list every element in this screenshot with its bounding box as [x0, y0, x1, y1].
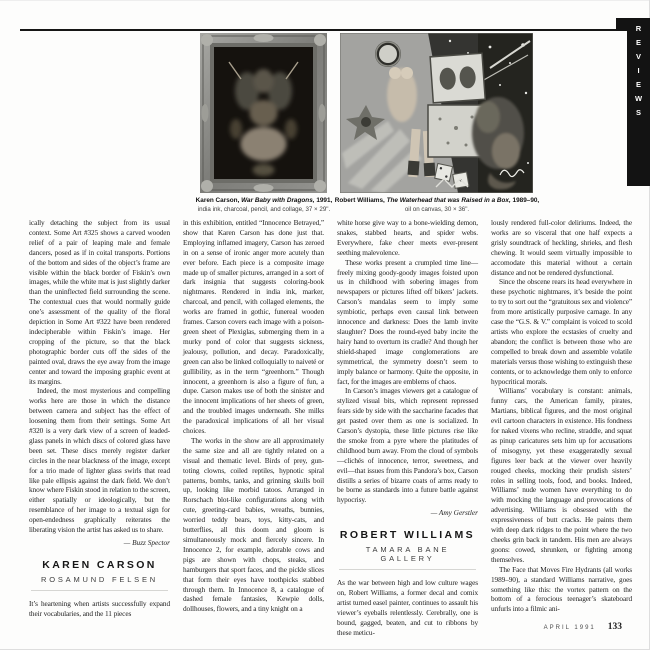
- caption-year: 1991,: [316, 197, 333, 204]
- caption-title-line: [328, 197, 546, 205]
- paragraph: It’s heartening when artists successfully expand their vocabularies, and the 11 pieces: [29, 599, 170, 618]
- paragraph: In Carson’s images viewers get a catalogue of stylized visual bits, which represent repressed fears side by side with the saccharine facades that get pasted over them as one is socialized. In Carson’s dystopia, these little pictures rise like the smoke from a pyre where the platitudes of childhood burn away. From the cloud of symbols—clichés of innocence, terror, sweetness, and evil—that issues from this Pandora’s box, Carson distills a series of bizarre coats of arms ready to be borne as standards into a future battle against hypocrisy.: [337, 386, 478, 505]
- figure-caption-robert-williams: [328, 197, 546, 214]
- column-4: [491, 218, 632, 638]
- caption-artist: Robert Williams,: [334, 197, 385, 204]
- caption-title-line: [188, 197, 340, 205]
- robert-williams-artwork-image: [340, 33, 533, 193]
- paragraph: Indeed, the most mysterious and compelling works here are those in which the distance between camera and subject has the effect of loosening them from their settings. Some Art #320 is a very dark view of a screen of leaded-glass panels in which discs of colored glass have been set. These discs merely register darker circles in the near blackness of the image, except for a trio made of lighter glass swirls that read like pale ellipsis against the dark field. We don’t know where Fiskin stood in relation to the screen, either spatially or ideologically, but the resemblance of her image to a textual sign for open-endedness graphically reiterates the liberating vision the artist has asked us to share.: [29, 386, 170, 535]
- paragraph: in this exhibition, entitled “Innocence Betrayed,” show that Karen Carson has done just that. Employing inflamed imagery, Carson has zeroed in on a sense of ironic anger more acutely than ever before. Each piece is a composite image made up of smaller pictures, arranged in a sort of dark insignia that suggests coloring-book nightmares. Rendered in india ink, marker, charcoal, and pencil, with collaged elements, the works are framed in gothic, funereal wooden frames. Carson covers each image with a poison-green sheet of Plexiglas, submerging them in a murky pond of color that suggests sickness, jealousy, pollution, and decay. Paradoxically, green can also be linked colloquially to naiveté or gullibility, as in the term “greenhorn.” Though innocent, a greenhorn is also a figure of fun, a dupe. Carson makes use of both the sinister and the innocent implications of her sheets of green, and the troubled images underneath. She milks the paradoxical implications of all her visual choices.: [183, 218, 324, 436]
- framed-painting-graphic: [200, 33, 327, 193]
- column-1: [29, 218, 170, 638]
- paragraph: Williams’ vocabulary is constant: animals, funny cars, the American family, pirates, Martians, biblical figures, and the most original evil cartoon characters in existence. His fondness for naked vixens who recline, straddle, and squat as pinup caricatures sets him up for accusations of misogyny, yet these exaggeratedly sexual figures leer back at the viewer over heavily rouged cheeks, mocking their prudish sisters’ roles in selling tools, food, and books. Indeed, Williams’ nude women have everything to do with mocking the language and provocations of advertising. Williams is obsessed with the expressiveness of butt cracks. He paints them with deep dark ridges to the point where the two cheeks grin back in tandem. His men are always goons: cowed, shrunken, or fighting among themselves.: [491, 386, 632, 564]
- artist-name: ROBERT WILLIAMS: [339, 529, 476, 542]
- paragraph: ically detaching the subject from its usual context. Some Art #325 shows a carved wooden relief of a pair of leaping male and female dancers, posed as if in coital transports. Portions of the bottom and sides of the object’s frame are visible within the black border of Fiskin’s own images, while the white mat is just slightly darker than the uninflected field surrounding the scene. The contextual cues that would normally guide one’s assessment of the quality of the floral depiction in Some Art #322 have been rendered indecipherable within Fiskin’s image. Her cropping of the picture, so that the black photographic border cuts off the sides of the painted oval, draws the eye away from the image center and toward the imposing graphic event at its margins.: [29, 218, 170, 386]
- reviewer-credit-amy-gerstler: — Amy Gerstler: [430, 508, 478, 518]
- paragraph: The works in the show are all approximately the same size and all are tightly related on a visual and thematic level. Birds of prey, gun-toting clowns, coiled reptiles, hypnotic spiral patterns, bombs, tanks, and grinning skulls boil up, looking like morbid tatoos. Arranged in Rorschach blot-like configurations along with cute, greeting-card babies, wreaths, bunnies, worried teddy bears, toys, kitty-cats, and butterflies, all this doom and gloom is simultaneously mock and fiercely sincere. In Innocence 2, for example, adorable cows and pigs are shown with chops, steaks, and hamburgers that sport faces, and the pickle slices that form their eyes have toothpicks stabbed through them. In Innocence 8, a catalogue of dashed female fantasies, Kewpie dolls, dollhouses, flowers, and a tiny knight on a: [183, 435, 324, 614]
- reviews-letter: W: [634, 94, 643, 103]
- paragraph: The Face that Moves Fire Hydrants (all works 1989–90), a standard Williams narrative, goes something like this: the vortex pattern on the bottom of a ferocious teenager’s skateboard unfurls into a filmic ani-: [491, 564, 632, 614]
- paragraph: white horse give way to a bone-wielding demon, snakes, stabbed hearts, and spider webs. Everywhere, fake cheer meets ever-present seething malevolence.: [337, 218, 478, 257]
- paragraph: These works present a crumpled time line—freely mixing goody-goody images foisted upon us in childhood with sobering images from newspapers or pictures lifted off bikers’ jackets. Carson’s mandalas seem to imply some symbiotic, perhaps even causal link between innocence and darkness: Does the lamb invite slaughter? Does the round-eyed baby incite the hairy hand to overturn its cradle? And though her shield-shaped image conglomerations are symmetrical, the symmetry doesn’t seem to imply balance or harmony. Quite the opposite, in fact, for the images are emblems of chaos.: [337, 257, 478, 386]
- painting-graphic: [340, 33, 533, 193]
- reviews-section-tab: [627, 18, 650, 186]
- review-heading-robert-williams: [339, 529, 476, 570]
- reviews-letter: S: [635, 108, 641, 117]
- reviews-letter: R: [635, 24, 642, 33]
- reviews-letter: E: [635, 38, 641, 47]
- reviews-letter: I: [637, 66, 640, 75]
- reviews-letter: E: [635, 80, 641, 89]
- figure-caption-karen-carson: [188, 197, 340, 214]
- paragraph: lously rendered full-color deliriums. Indeed, the works are so visceral that one half expects a grisly soundtrack of heckling, shrieks, and flesh chewing. It would seem virtually impossible to accomodate this material without a certain distance and not be rendered dysfunctional.: [491, 218, 632, 277]
- page-footer: [544, 622, 622, 632]
- article-columns: [29, 218, 632, 638]
- reviewer-credit-buzz-spector: — Buzz Spector: [123, 538, 170, 547]
- paragraph: As the war between high and low culture wages on, Robert Williams, a former decal and comix artist turned easel painter, continues to assault his viewer’s eyeballs relentlessly. Cerebrally, one is bound, gagged, beaten, and cut to ribbons by these meticu-: [337, 578, 478, 637]
- caption-media-line: oil on canvas, 30 × 36".: [404, 206, 470, 213]
- issue-date: APRIL 1991: [543, 625, 596, 631]
- caption-artist: Karen Carson,: [195, 197, 240, 204]
- column-2: [183, 218, 324, 638]
- top-rule: [20, 29, 617, 31]
- paragraph: Since the obscene rears its head everywhere in these psychotic nightmares, it’s beside the point to try to sort out the “gratuitous sex and violence” from more artistically purposive carnage. In any case the “G.S. & V.” complaint is voiced to scold artists who explore the ecstasies of cruelty and abandon; the conflict is between those who are compelled to break down and assemble volatile materials versus those wishing to extinguish these contents, or to acknowledge them only to enforce hypocritical morals.: [491, 277, 632, 386]
- gallery-name: ROSAMUND FELSEN: [40, 575, 158, 584]
- review-heading-karen-carson: [31, 559, 168, 591]
- gallery-name: TAMARA BANE GALLERY: [365, 545, 450, 564]
- caption-media-line: india ink, charcoal, pencil, and collage, 37 × 29".: [197, 206, 331, 213]
- artist-name: KAREN CARSON: [42, 559, 157, 571]
- caption-artwork-title: War Baby with Dragons,: [241, 197, 315, 204]
- karen-carson-artwork-image: [200, 33, 327, 193]
- caption-artwork-title: The Waterhead that was Raised in a Box,: [386, 197, 511, 204]
- column-3: [337, 218, 478, 638]
- caption-year: 1989–90,: [512, 197, 540, 204]
- reviews-letter: V: [635, 52, 641, 61]
- page-number: 133: [607, 622, 622, 632]
- reviews-vertical-title: [627, 18, 650, 117]
